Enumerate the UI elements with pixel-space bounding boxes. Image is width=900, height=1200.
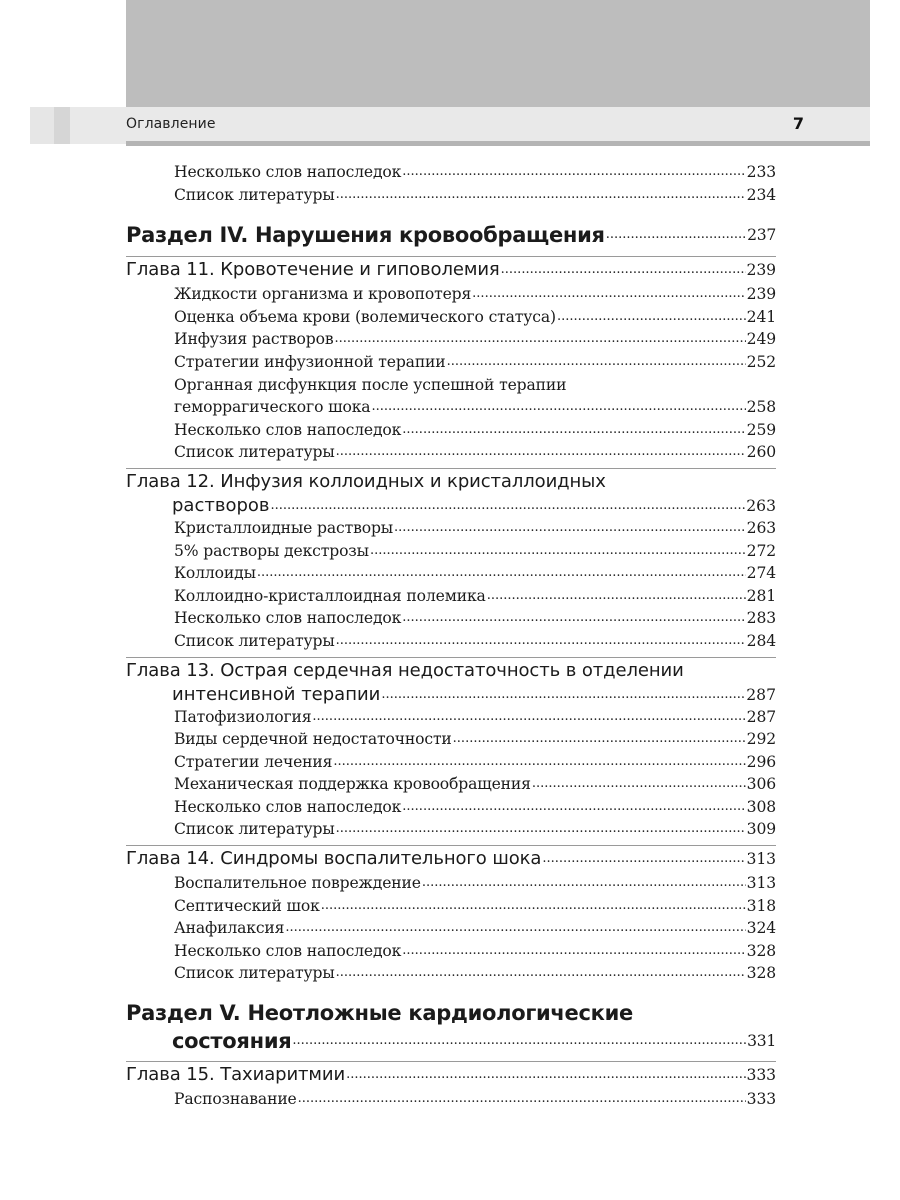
dot-leader (472, 283, 746, 306)
dot-leader (402, 419, 745, 442)
toc-entry[interactable]: Несколько слов напоследок ..... 283 (174, 607, 776, 630)
toc-entry[interactable]: 5% растворы декстрозы ..... 272 (174, 540, 776, 563)
dot-leader (333, 751, 745, 774)
dot-leader (298, 1088, 746, 1111)
dot-leader (336, 962, 746, 985)
dot-leader (501, 257, 746, 283)
running-title: Оглавление (126, 116, 216, 132)
toc-chapter-entry[interactable]: Глава 14. Синдромы воспалительного шока ..... 313 (126, 845, 776, 872)
toc-entry[interactable]: Механическая поддержка кровообращения ..... 306 (174, 773, 776, 796)
toc-entry[interactable]: Жидкости организма и кровопотеря ..... 239 (174, 283, 776, 306)
toc-entry[interactable]: Несколько слов напоследок ..... 308 (174, 796, 776, 819)
dot-leader (447, 351, 746, 374)
dot-leader (422, 872, 746, 895)
toc-entry[interactable]: Распознавание ..... 333 (174, 1088, 776, 1111)
dot-leader (336, 184, 746, 207)
dot-leader (402, 161, 745, 184)
toc-chapter-entry[interactable]: Глава 11. Кровотечение и гиповолемия ..... 239 (126, 256, 776, 283)
dot-leader (336, 441, 746, 464)
dot-leader (336, 630, 746, 653)
toc-entry[interactable]: Несколько слов напоследок ..... 328 (174, 940, 776, 963)
toc-entry[interactable]: Инфузия растворов ..... 249 (174, 328, 776, 351)
toc-entry[interactable]: Список литературы ..... 309 (174, 818, 776, 841)
dot-leader (336, 818, 746, 841)
dot-leader (257, 562, 746, 585)
toc-entry[interactable]: Стратегии лечения ..... 296 (174, 751, 776, 774)
dot-leader (381, 684, 745, 706)
page-number: 7 (792, 114, 804, 133)
dot-leader (271, 495, 746, 517)
toc-entry[interactable]: Список литературы ..... 260 (174, 441, 776, 464)
toc-entry[interactable]: Анафилаксия ..... 324 (174, 917, 776, 940)
dot-leader (346, 1062, 745, 1088)
dot-leader (285, 917, 745, 940)
header-tab-dark (54, 107, 70, 144)
toc-entry-wrapped[interactable]: Органная дисфункция после успешной терапии геморрагического шока ..... 258 (126, 374, 776, 419)
header-rule (126, 141, 870, 146)
toc-chapter-entry[interactable]: Глава 12. Инфузия коллоидных и кристаллоидных растворов ..... 263 (126, 468, 776, 517)
toc-section-entry[interactable]: Раздел V. Неотложные кардиологические состояния ..... 331 (126, 999, 776, 1055)
toc-entry[interactable]: Стратегии инфузионной терапии ..... 252 (174, 351, 776, 374)
dot-leader (453, 728, 746, 751)
toc-entry[interactable]: Виды сердечной недостаточности ..... 292 (174, 728, 776, 751)
table-of-contents (126, 161, 776, 1111)
toc-entry[interactable]: Коллоиды ..... 274 (174, 562, 776, 585)
dot-leader (557, 306, 746, 329)
toc-entry[interactable]: Список литературы ..... 284 (174, 630, 776, 653)
toc-entry[interactable]: Несколько слов напоследок ..... 233 (174, 161, 776, 184)
toc-entry[interactable]: Оценка объема крови (волемического статуса) ..... 241 (174, 306, 776, 329)
toc-entry[interactable]: Септический шок ..... 318 (174, 895, 776, 918)
dot-leader (402, 940, 745, 963)
toc-entry[interactable]: Коллоидно-кристаллоидная полемика ..... 281 (174, 585, 776, 608)
dot-leader (292, 1027, 746, 1055)
header-tab-light (30, 107, 54, 144)
dot-leader (371, 396, 745, 419)
toc-entry[interactable]: Патофизиология ..... 287 (174, 706, 776, 729)
toc-chapter-entry[interactable]: Глава 13. Острая сердечная недостаточность в отделении интенсивной терапии ..... 287 (126, 657, 776, 706)
dot-leader (606, 220, 746, 250)
dot-leader (532, 773, 746, 796)
dot-leader (542, 846, 745, 872)
toc-entry[interactable]: Список литературы ..... 328 (174, 962, 776, 985)
dot-leader (402, 607, 745, 630)
dot-leader (312, 706, 745, 729)
toc-section-entry[interactable]: Раздел IV. Нарушения кровообращения ..... 237 (126, 220, 776, 250)
header-gray-band (126, 0, 870, 107)
toc-entry[interactable]: Список литературы ..... 234 (174, 184, 776, 207)
toc-chapter-entry[interactable]: Глава 15. Тахиаритмии ..... 333 (126, 1061, 776, 1088)
dot-leader (321, 895, 746, 918)
dot-leader (394, 517, 746, 540)
dot-leader (370, 540, 746, 563)
toc-entry[interactable]: Несколько слов напоследок ..... 259 (174, 419, 776, 442)
dot-leader (487, 585, 746, 608)
toc-entry[interactable]: Воспалительное повреждение ..... 313 (174, 872, 776, 895)
dot-leader (334, 328, 745, 351)
dot-leader (402, 796, 745, 819)
toc-entry[interactable]: Кристаллоидные растворы ..... 263 (174, 517, 776, 540)
